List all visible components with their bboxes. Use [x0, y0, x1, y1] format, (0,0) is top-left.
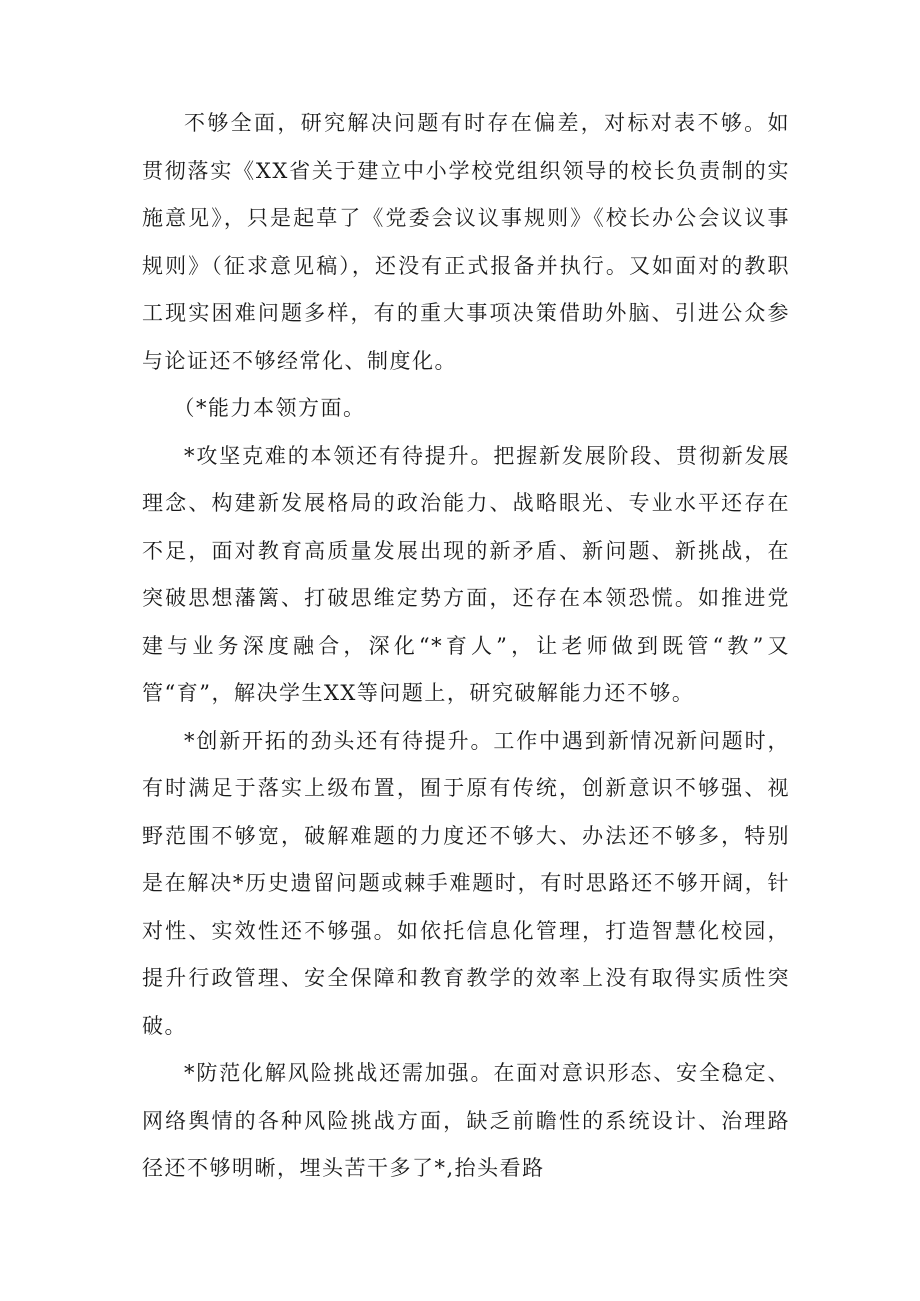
section-heading-ability: （*能力本领方面。: [173, 396, 366, 420]
paragraph-innovation: *创新开拓的劲头还有待提升。工作中遇到新情况新问题时，有时满足于落实上级布置，囿于原有传统，创新意识不够强、视野范围不够宽，破解难题的力度还不够大、办法还不够多，特别是在解决*历史遗留问题或棘手难题时，有时思路还不够开阔，针对性、实效性还不够强。如依托信息化管理，打造智慧化校园，提升行政管理、安全保障和教育教学的效率上没有取得实质性突破。: [142, 728, 790, 1038]
paragraph-tackling-difficulties: *攻坚克难的本领还有待提升。把握新发展阶段、贯彻新发展理念、构建新发展格局的政治能力、战略眼光、专业水平还存在不足，面对教育高质量发展出现的新矛盾、新问题、新挑战，在突破思想藩篱、打破思维定势方面，还存在本领恐慌。如推进党建与业务深度融合，深化“*育人”，让老师做到既管“教”又管“育”，解决学生XX等问题上，研究破解能力还不够。: [142, 443, 790, 705]
paragraph-continuation: 不够全面，研究解决问题有时存在偏差，对标对表不够。如贯彻落实《XX省关于建立中小学校党组织领导的校长负责制的实施意见》，只是起草了《党委会议议事规则》《校长办公会议议事规则》（征求意见稿），还没有正式报备并执行。又如面对的教职工现实困难问题多样，有的重大事项决策借助外脑、引进公众参与论证还不够经常化、制度化。: [142, 111, 790, 373]
paragraph-risk-prevention: *防范化解风险挑战还需加强。在面对意识形态、安全稳定、网络舆情的各种风险挑战方面，缺乏前瞻性的系统设计、治理路径还不够明晰，埋头苦干多了*,抬头看路: [142, 1061, 790, 1180]
document-body: [142, 100, 790, 1193]
